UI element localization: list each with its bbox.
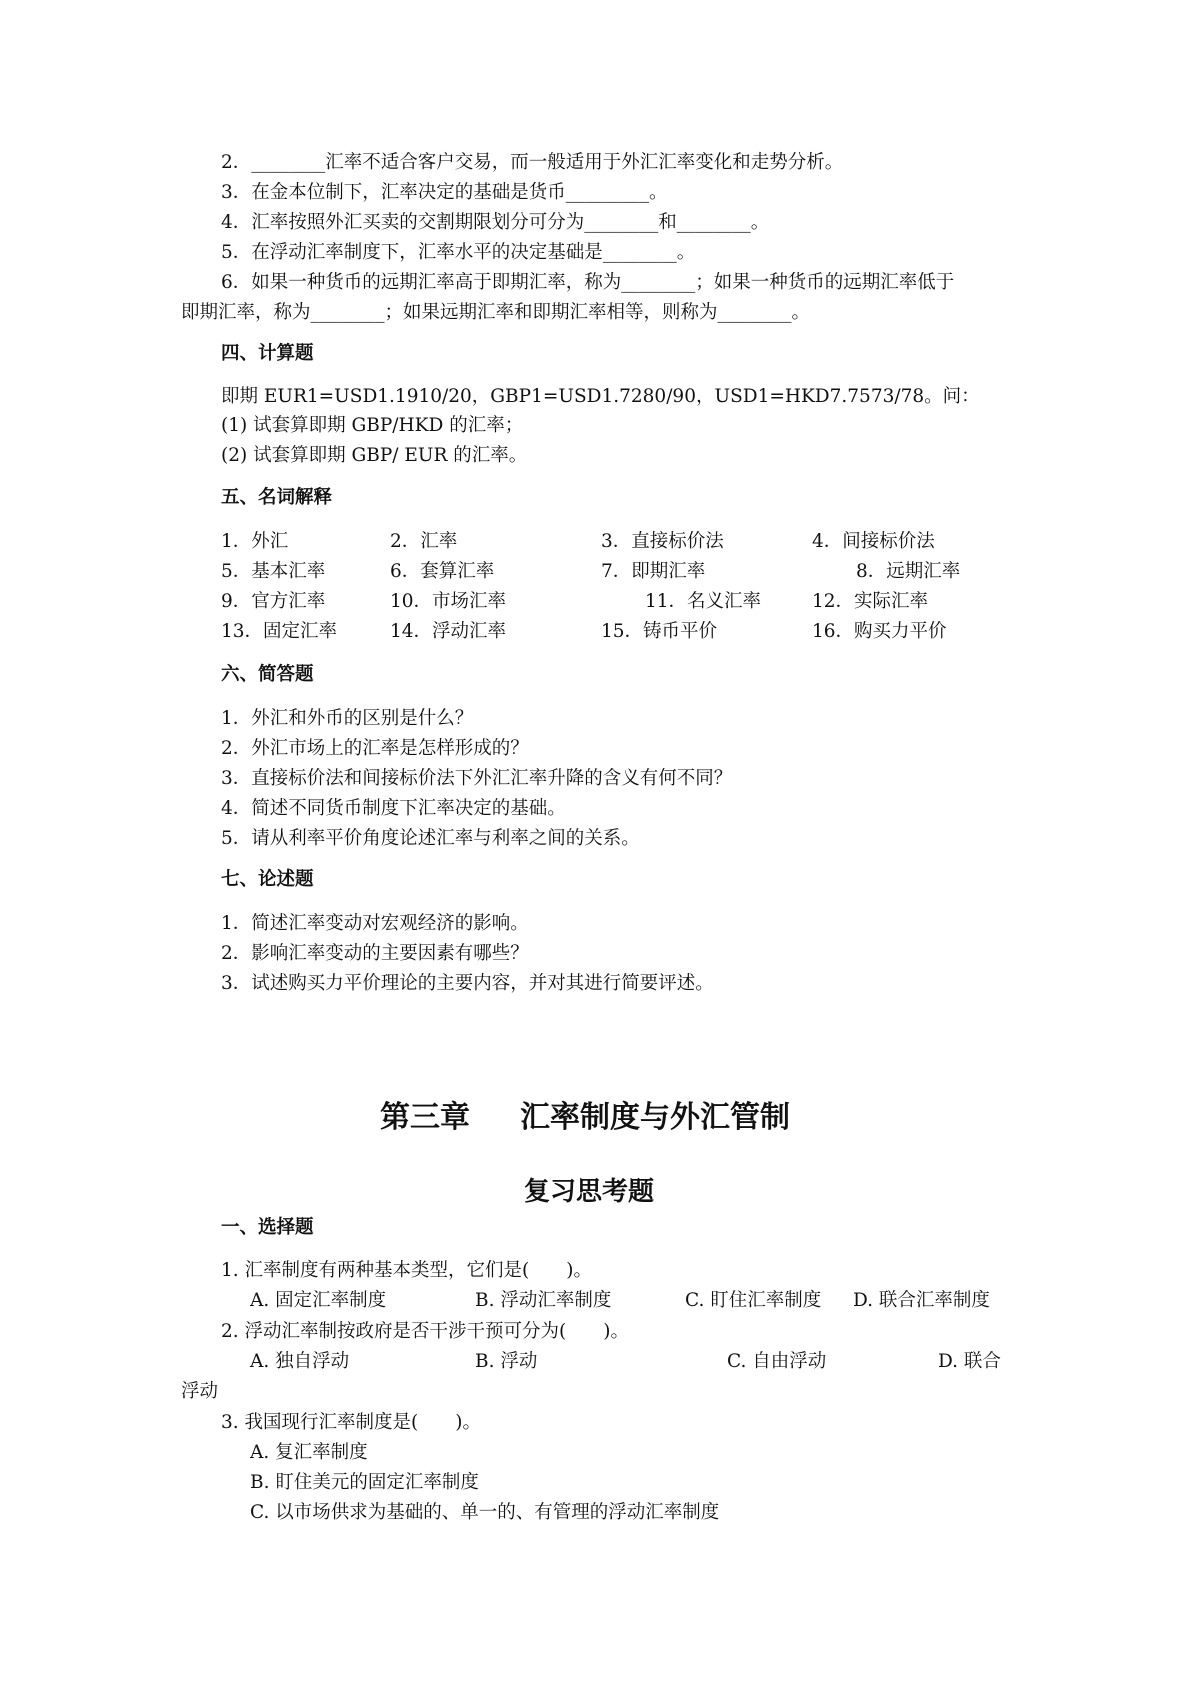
essay-item: 2．影响汇率变动的主要因素有哪些？ (221, 943, 529, 964)
chapter-name: 汇率制度与外汇管制 (520, 1100, 790, 1135)
chapter-subtitle: 复习思考题 (524, 1177, 655, 1207)
fill-blank-q5: 5．在浮动汇率制度下，汇率水平的决定基础是________。 (221, 242, 696, 263)
choice-q1: 1. 汇率制度有两种基本类型，它们是( )。 (221, 1260, 592, 1281)
short-answer-item: 4．简述不同货币制度下汇率决定的基础。 (221, 798, 566, 819)
term-item: 11．名义汇率 (645, 591, 762, 612)
term-item: 1．外汇 (221, 531, 289, 552)
choice-q1-option: D. 联合汇率制度 (853, 1290, 990, 1311)
choice-q3: 3. 我国现行汇率制度是( )。 (221, 1412, 481, 1433)
choice-q2-option: C. 自由浮动 (727, 1351, 827, 1372)
section-heading-calc: 四、计算题 (221, 343, 314, 364)
choice-q2-option: A. 独自浮动 (250, 1351, 350, 1372)
calc-q1: (1) 试套算即期 GBP/HKD 的汇率； (221, 415, 524, 436)
short-answer-item: 3．直接标价法和间接标价法下外汇汇率升降的含义有何不同？ (221, 768, 733, 789)
section-heading-essay: 七、论述题 (221, 869, 314, 890)
choice-q1-option: A. 固定汇率制度 (250, 1290, 387, 1311)
choice-q3-option: C. 以市场供求为基础的、单一的、有管理的浮动汇率制度 (250, 1502, 720, 1523)
fill-blank-q3: 3．在金本位制下，汇率决定的基础是货币_________。 (221, 182, 668, 203)
choice-q3-option: B. 盯住美元的固定汇率制度 (250, 1472, 479, 1493)
term-item: 8．远期汇率 (856, 561, 961, 582)
term-item: 7．即期汇率 (601, 561, 706, 582)
term-item: 9．官方汇率 (221, 591, 326, 612)
term-item: 6．套算汇率 (390, 561, 495, 582)
fill-blank-q6-line1: 6．如果一种货币的远期汇率高于即期汇率，称为________；如果一种货币的远期汇率低于 (221, 272, 955, 293)
term-item: 13．固定汇率 (221, 621, 338, 642)
short-answer-item: 2．外汇市场上的汇率是怎样形成的？ (221, 738, 529, 759)
short-answer-item: 5．请从利率平价角度论述汇率与利率之间的关系。 (221, 828, 640, 849)
section-heading-short-answer: 六、简答题 (221, 664, 314, 685)
term-item: 5．基本汇率 (221, 561, 326, 582)
term-item: 3．直接标价法 (601, 531, 724, 552)
section-heading-choice: 一、选择题 (221, 1217, 314, 1238)
choice-q2-option-wrap: 浮动 (181, 1381, 219, 1402)
choice-q2-option: D. 联合 (938, 1351, 1001, 1372)
calc-stem: 即期 EUR1=USD1.1910/20，GBP1=USD1.7280/90，USD1=HKD7.7573/78。问： (221, 386, 980, 407)
section-heading-terms: 五、名词解释 (221, 487, 333, 508)
choice-q2-option: B. 浮动 (475, 1351, 538, 1372)
chapter-title (380, 1100, 790, 1136)
term-item: 4．间接标价法 (812, 531, 935, 552)
term-item: 16．购买力平价 (812, 621, 947, 642)
calc-q2: (2) 试套算即期 GBP/ EUR 的汇率。 (221, 445, 528, 466)
term-item: 10．市场汇率 (390, 591, 507, 612)
chapter-number: 第三章 (380, 1100, 470, 1135)
choice-q1-option: C. 盯住汇率制度 (685, 1290, 822, 1311)
choice-q2: 2. 浮动汇率制按政府是否干涉干预可分为( )。 (221, 1321, 629, 1342)
choice-q1-option: B. 浮动汇率制度 (475, 1290, 612, 1311)
essay-item: 3．试述购买力平价理论的主要内容，并对其进行简要评述。 (221, 973, 714, 994)
fill-blank-q2: 2．________汇率不适合客户交易，而一般适用于外汇汇率变化和走势分析。 (221, 152, 844, 173)
fill-blank-q4: 4．汇率按照外汇买卖的交割期限划分可分为________和________。 (221, 212, 770, 233)
fill-blank-q6-line2: 即期汇率，称为________；如果远期汇率和即期汇率相等，则称为________。 (181, 302, 811, 323)
term-item: 14．浮动汇率 (390, 621, 507, 642)
term-item: 12．实际汇率 (812, 591, 929, 612)
essay-item: 1．简述汇率变动对宏观经济的影响。 (221, 913, 529, 934)
term-item: 15．铸币平价 (601, 621, 718, 642)
short-answer-item: 1．外汇和外币的区别是什么？ (221, 708, 474, 729)
term-item: 2．汇率 (390, 531, 458, 552)
choice-q3-option: A. 复汇率制度 (250, 1442, 368, 1463)
